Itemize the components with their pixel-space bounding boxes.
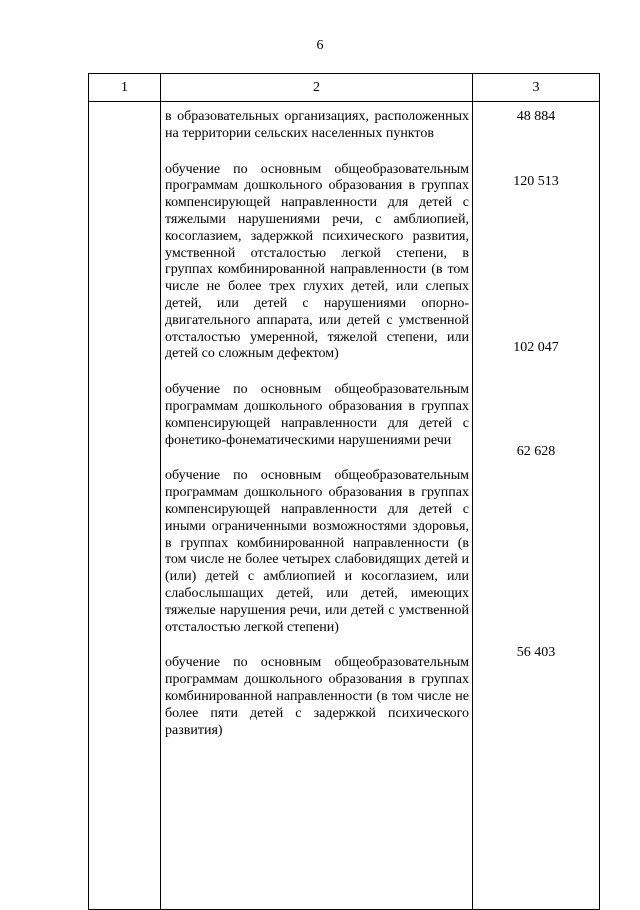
row-description: обучение по основным общеобразовательным программам дошкольного образования в группах компенсирующей направленности для детей с иными ограниченными возможностями здоровья, в группах комбинированной направленности (в том числе не более четырех слабовидящих детей и (или) детей с амблиопией и косоглазием, или слабослышащих детей, или детей, имеющих тяжелые нарушения речи, или детей с умственной отсталостью легкой степени) (165, 468, 469, 635)
row-value: 102 047 (513, 339, 559, 355)
page-number: 6 (316, 38, 324, 53)
empty-cell (89, 102, 161, 910)
row-value: 62 628 (516, 444, 556, 460)
row-description: обучение по основным общеобразовательным программам дошкольного образования в группах компенсирующей направленности для детей с тяжелыми нарушениями речи, с амблиопией, косоглазием, задержкой психического развития, умственной отсталостью легкой степени, в группах комбинированной направленности (в том числе не более трех глухих детей, или слепых детей, или детей с нарушениями опорно-двигательного аппарата, или детей с умственной отсталостью умеренной, тяжелой степени, или детей со сложным дефектом) (165, 161, 469, 362)
column-header-3: 3 (473, 74, 600, 102)
row-description: обучение по основным общеобразовательным программам дошкольного образования в группах комбинированной направленности (в том числе не более пяти детей с задержкой психического развития) (165, 655, 469, 738)
row-value: 120 513 (513, 173, 559, 189)
row-value: 48 884 (516, 109, 556, 124)
column-header-2: 2 (161, 74, 473, 102)
row-description: в образовательных организациях, расположенных на территории сельских населенных пунктов (165, 109, 469, 141)
row-value: 56 403 (516, 645, 556, 661)
value-cell (473, 102, 600, 910)
table-row (89, 102, 600, 910)
row-description: обучение по основным общеобразовательным программам дошкольного образования в группах компенсирующей направленности для детей с фонетико-фонематическими нарушениями речи (165, 382, 469, 448)
table-header-row (89, 74, 600, 102)
column-header-1: 1 (89, 74, 161, 102)
data-table (88, 73, 600, 910)
description-cell (161, 102, 473, 910)
